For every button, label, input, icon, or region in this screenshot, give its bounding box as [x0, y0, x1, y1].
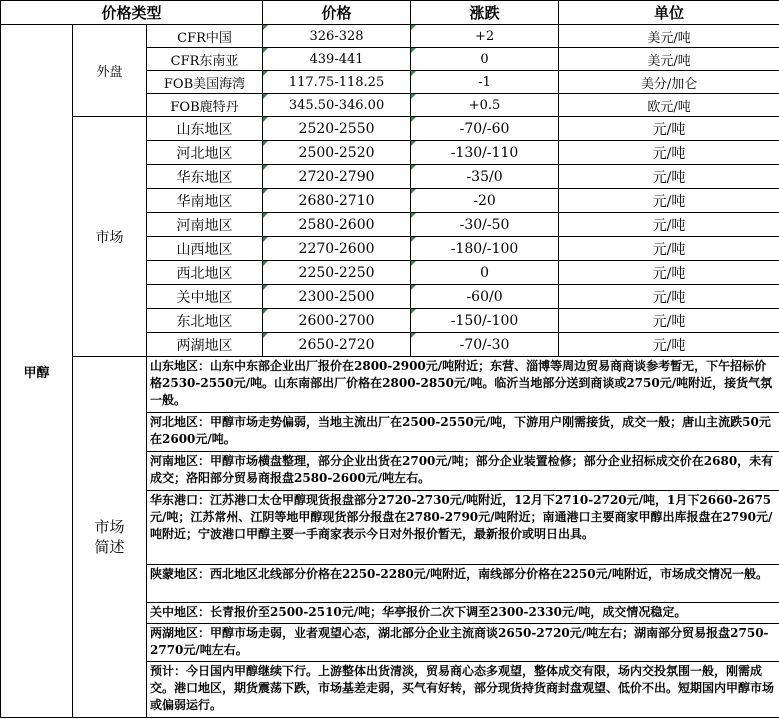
region-name: 西北地区	[147, 261, 263, 285]
price-cell: 326-328	[263, 25, 411, 48]
unit-cell: 元/吨	[559, 261, 779, 285]
note-row	[1, 357, 779, 413]
unit-cell: 元/吨	[559, 141, 779, 165]
price-cell: 2250-2250	[263, 261, 411, 285]
unit-cell: 元/吨	[559, 189, 779, 213]
header-price: 价格	[263, 1, 411, 25]
region-name: 华南地区	[147, 189, 263, 213]
price-cell: 2680-2710	[263, 189, 411, 213]
note-shaanxi-mongolia: 陕蒙地区：西北地区北线部分价格在2250-2280元/吨附近，南线部分价格在2250元/吨附近，市场成交情况一般。	[147, 565, 779, 603]
category-cell: 甲醇	[1, 25, 73, 718]
price-cell: 2270-2600	[263, 237, 411, 261]
market-label: 市场	[73, 117, 147, 357]
price-cell: 117.75-118.25	[263, 71, 411, 94]
price-cell: 2500-2520	[263, 141, 411, 165]
note-shandong: 山东地区：山东中东部企业出厂报价在2800-2900元/吨附近；东营、淄博等周边贸易商商谈参考暂无，下午招标价格2530-2550元/吨。山东南部出厂价格在2800-2850元/吨。临沂当地部分送到商谈或2750元/吨附近，接货气氛一般。	[147, 357, 779, 413]
unit-cell: 美元/吨	[559, 25, 779, 48]
region-name: 两湖地区	[147, 333, 263, 357]
change-cell: 0	[411, 261, 559, 285]
change-cell: -20	[411, 189, 559, 213]
price-cell: 345.50-346.00	[263, 94, 411, 117]
region-name: CFR东南亚	[147, 48, 263, 71]
region-name: FOB鹿特丹	[147, 94, 263, 117]
price-cell: 2720-2790	[263, 165, 411, 189]
region-name: 河北地区	[147, 141, 263, 165]
change-cell: -130/-110	[411, 141, 559, 165]
region-name: CFR中国	[147, 25, 263, 48]
unit-cell: 元/吨	[559, 165, 779, 189]
price-cell: 2520-2550	[263, 117, 411, 141]
note-forecast: 预计：今日国内甲醇继续下行。上游整体出货清淡，贸易商心态多观望，整体成交有限，场内交投氛围一般，刚需成交。港口地区，期货震荡下跌，市场基差走弱，买气有好转，部分现货持货商封盘观望、低价不出。短期国内甲醇市场或偏弱运行。	[147, 662, 779, 718]
external-row	[1, 25, 779, 48]
unit-cell: 元/吨	[559, 333, 779, 357]
note-guanzhong: 关中地区：长青报价至2500-2510元/吨；华亭报价二次下调至2300-2330元/吨，成交情况稳定。	[147, 603, 779, 624]
unit-cell: 元/吨	[559, 309, 779, 333]
unit-cell: 美元/吨	[559, 48, 779, 71]
header-type: 价格类型	[1, 1, 263, 25]
header-unit: 单位	[559, 1, 779, 25]
external-label: 外盘	[73, 25, 147, 117]
price-cell: 2600-2700	[263, 309, 411, 333]
region-name: 东北地区	[147, 309, 263, 333]
region-name: 关中地区	[147, 285, 263, 309]
market-row	[1, 117, 779, 141]
price-cell: 2300-2500	[263, 285, 411, 309]
change-cell: -35/0	[411, 165, 559, 189]
note-east-china-port: 华东港口：江苏港口太仓甲醇现货报盘部分2720-2730元/吨附近，12月下2710-2720元/吨，1月下2660-2675元/吨；江苏常州、江阴等地甲醇现货部分报盘在2780-2790元/吨附近；南通港口主要商家甲醇出库报盘在2790元/吨附近；宁波港口甲醇主要一手商家表示今日对外报价暂无，最新报价或明日出具。	[147, 491, 779, 565]
change-cell: -180/-100	[411, 237, 559, 261]
change-cell: -60/0	[411, 285, 559, 309]
change-cell: -70/-60	[411, 117, 559, 141]
price-cell: 439-441	[263, 48, 411, 71]
region-name: 山东地区	[147, 117, 263, 141]
unit-cell: 元/吨	[559, 285, 779, 309]
unit-cell: 元/吨	[559, 117, 779, 141]
summary-label-text: 市场简述	[94, 518, 125, 556]
price-cell: 2650-2720	[263, 333, 411, 357]
summary-label	[73, 357, 147, 718]
change-cell: +2	[411, 25, 559, 48]
unit-cell: 元/吨	[559, 213, 779, 237]
price-cell: 2580-2600	[263, 213, 411, 237]
change-cell: +0.5	[411, 94, 559, 117]
region-name: FOB美国海湾	[147, 71, 263, 94]
note-lianghu: 两湖地区：甲醇市场走弱，业者观望心态，湖北部分企业主流商谈2650-2720元/吨左右；湖南部分贸易报盘2750-2770元/吨左右。	[147, 624, 779, 662]
note-hebei: 河北地区：甲醇市场走势偏弱，当地主流出厂在2500-2550元/吨，下游用户刚需接货，成交一般；唐山主流跌50元在2600元/吨。	[147, 413, 779, 452]
change-cell: -1	[411, 71, 559, 94]
unit-cell: 元/吨	[559, 237, 779, 261]
change-cell: -70/-30	[411, 333, 559, 357]
region-name: 华东地区	[147, 165, 263, 189]
change-cell: -150/-100	[411, 309, 559, 333]
note-henan: 河南地区：甲醇市场横盘整理，部分企业出货在2700元/吨；部分企业装置检修；部分企业招标成交价在2680，未有成交；洛阳部分贸易商报盘2580-2600元/吨左右。	[147, 452, 779, 491]
region-name: 山西地区	[147, 237, 263, 261]
region-name: 河南地区	[147, 213, 263, 237]
change-cell: -30/-50	[411, 213, 559, 237]
header-row	[1, 1, 779, 25]
header-change: 涨跌	[411, 1, 559, 25]
unit-cell: 美分/加仑	[559, 71, 779, 94]
unit-cell: 欧元/吨	[559, 94, 779, 117]
change-cell: 0	[411, 48, 559, 71]
